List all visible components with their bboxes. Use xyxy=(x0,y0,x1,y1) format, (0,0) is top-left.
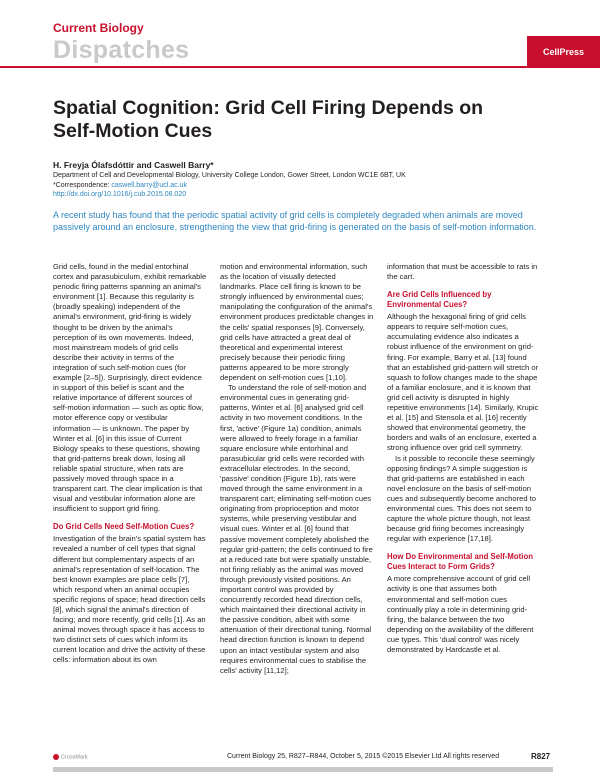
paragraph: A more comprehensive account of grid cell activity is one that assumes both environmental and self-motion cues continually play a role in determining grid-firing, the balance between the two depending on the availability of the different cue types. This 'dual control' was nicely demonstrated by Hardcastle et al. xyxy=(387,574,534,654)
section-heading: How Do Environmental and Self-Motion Cues Interact to Form Grids? xyxy=(387,552,533,572)
affiliation-line: Department of Cell and Developmental Biology, University College London, Gower Street, London WC1E 6BT, UK xyxy=(53,172,406,179)
email-link[interactable]: caswell.barry@ucl.ac.uk xyxy=(111,181,187,189)
publisher-name: CellPress xyxy=(542,47,585,57)
paragraph: Grid cells, found in the medial entorhinal cortex and parasubiculum, exhibit remarkable periodic firing patterns spanning an animal's environment [1]. Because this regularity is (broadly speaking) independent of the animal's environment, grid-firing is widely thought to be driven by the animal's perception of its own movements. Indeed, most mainstream models of grid cells describe their activity in terms of the integration of such self-motion cues (for example [2–5]). Surprisingly, direct evidence in support of this belief is scant and the relative importance of different sources of self-motion information — such as optic flow, motor efference copy or vestibular information — is unknown. The paper by Winter et al. [6] in this issue of Current Biology speaks to these questions, showing that grid-patterns break down, losing all reliable spatial structure, when rats are passively moved through space in a transparent cart. The clear implication is that visual and vestibular information alone are insufficient to support grid firing. xyxy=(53,262,207,514)
page-number: R827 xyxy=(531,752,551,761)
paragraph: information that must be accessible to rats in the cart. xyxy=(387,262,538,282)
crossmark-icon xyxy=(53,754,59,760)
paragraph: Although the hexagonal firing of grid cells appears to require self-motion cues, accumulating evidence also indicates a robust influence of the environment on grid-firing. For example, Barry et al. [13] found that an established grid-pattern will stretch or squash to follow changes made to the shape of a familiar enclosure, and it is known that grid cell activity is disrupted in highly repetitive environments [14]. Similarly, Krupic et al. [15] and Stensola et al. [16] recently showed that environmental geometry, the borders and walls of an enclosure, exerted a strong influence over grid cell symmetry. xyxy=(387,312,539,453)
crossmark-label: CrossMark xyxy=(61,754,88,761)
paragraph: To understand the role of self-motion and environmental cues in generating grid-patterns, Winter et al. [6] analysed grid cell activity in two movement conditions. In the first, 'active' (Figure 1a) condition, animals were allowed to freely forage in a familiar square enclosure while entorhinal and parasubicular grid cells were recorded with extracellular electrodes. In the second, 'passive' condition (Figure 1b), rats were moved through the same environment in a transparent cart; eliminating self-motion cues originating from proprioception and motor systems, while preserving vestibular and visual cues. Winter et al. [6] found that passive movement completely abolished the regular grid-pattern; the cells continued to fire at a reduced rate but were spatially unstable, not firing reliably as the animal was moved through previously visited positions. An important control was provided by concurrently recorded head direction cells, which maintained their directional activity in the passive condition, albeit with some attenuation of their directional tuning. Normal head direction function is known to depend upon an intact vestibular system and also requires environmental cues to stabilise the cells' activity [11,12]; xyxy=(220,383,373,675)
correspondence-label: *Correspondence: xyxy=(53,181,112,189)
doi-link[interactable]: http://dx.doi.org/10.1016/j.cub.2015.08.020 xyxy=(53,191,187,198)
section-heading: Are Grid Cells Influenced by Environmental Cues? xyxy=(387,290,492,310)
section-heading: Do Grid Cells Need Self-Motion Cues? xyxy=(53,522,195,532)
footer-citation: Current Biology 25, R827–R844, October 5, 2015 ©2015 Elsevier Ltd All rights reserved xyxy=(227,753,500,760)
header-rule xyxy=(0,66,600,68)
paragraph: motion and environmental information, such as the location of visually detected landmarks. Place cell firing is known to be strongly influenced by environmental cues; manipulating the configuration of the animal's environment produces predictable changes in the cells' spatial responses [9]. Conversely, grid cells have attracted a great deal of theoretical and experimental interest precisely because their periodic firing patterns appeared to be more strongly dependent on self-motion cues [1,10]. xyxy=(220,262,374,383)
body-column-2 xyxy=(220,262,374,676)
body-column-1 xyxy=(53,262,207,666)
body-column-3 xyxy=(387,262,541,655)
correspondence-line xyxy=(53,181,553,191)
paragraph: Investigation of the brain's spatial system has revealed a number of cell types that signal different but complementary aspects of an animal's representation of self-location. The best known examples are place cells [7], which respond when an animal occupies specific regions of space; head direction cells [8], which signal the animal's direction of facing; and more recently, grid cells [1]. As an animal moves through space it has access to two distinct sets of cues which inform its current location and drive the activity of these cells: information about its own xyxy=(53,534,206,665)
article-title: Spatial Cognition: Grid Cell Firing Depends on Self-Motion Cues xyxy=(53,97,484,142)
section-name: Dispatches xyxy=(53,36,190,64)
article-affiliation xyxy=(53,171,553,200)
publisher-logo xyxy=(527,36,600,66)
article-abstract: A recent study has found that the periodic spatial activity of grid cells is completely degraded when animals are moved passively around an enclosure, strengthening the view that grid-firing is generated on the basis of self-motion information. xyxy=(53,210,537,232)
page-footer xyxy=(53,752,553,766)
paragraph: Is it possible to reconcile these seemingly opposing findings? A simple suggestion is that grid-patterns are established in each novel enclosure on the basis of self-motion cues and subsequently become anchored to environmental cues. This does not seem to capture the whole picture though, not least because grid firing becomes increasingly regular with experience [17,18]. xyxy=(387,453,537,544)
crossmark-logo[interactable] xyxy=(53,754,88,760)
article-authors: H. Freyja Ólafsdóttir and Caswell Barry* xyxy=(53,160,214,170)
journal-name: Current Biology xyxy=(53,21,144,35)
footer-bar xyxy=(53,767,553,772)
